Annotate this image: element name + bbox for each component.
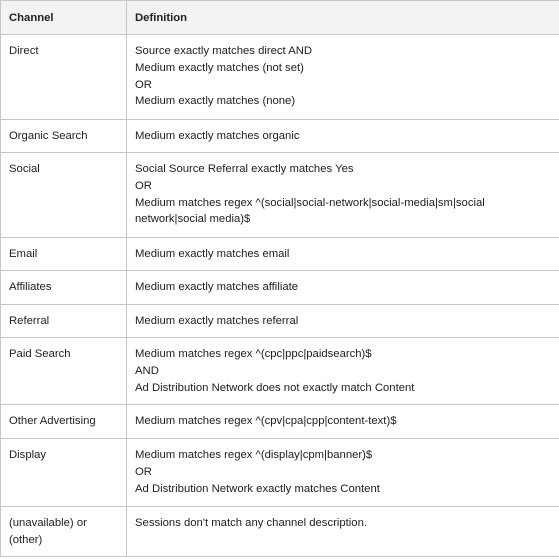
channel-cell: (unavailable) or (other) bbox=[1, 507, 127, 557]
definition-cell bbox=[127, 305, 559, 338]
definition-cell bbox=[127, 338, 559, 405]
definition-line: Medium exactly matches referral bbox=[135, 315, 299, 327]
table-row bbox=[1, 405, 559, 439]
definition-line: Medium matches regex ^(cpc|ppc|paidsearch)$ bbox=[135, 348, 372, 360]
definition-line: Medium exactly matches (none) bbox=[135, 95, 296, 108]
channel-cell: Email bbox=[1, 238, 127, 271]
table-row bbox=[1, 120, 559, 153]
definition-cell bbox=[127, 35, 559, 120]
table-row bbox=[1, 153, 559, 238]
channel-cell: Other Advertising bbox=[1, 405, 127, 439]
definition-line: Medium exactly matches email bbox=[135, 248, 290, 260]
definition-cell bbox=[127, 439, 559, 507]
definition-line: Social Source Referral exactly matches Yes bbox=[135, 163, 354, 175]
table-header-row bbox=[1, 1, 559, 35]
table-row bbox=[1, 439, 559, 507]
definition-line: Medium matches regex ^(cpv|cpa|cpp|content-text)$ bbox=[135, 415, 397, 427]
channel-cell: Paid Search bbox=[1, 338, 127, 405]
definition-cell bbox=[127, 238, 559, 271]
definition-line: Medium exactly matches (not set) bbox=[135, 61, 304, 74]
definition-cell bbox=[127, 153, 559, 238]
channel-cell: Direct bbox=[1, 35, 127, 120]
table-row bbox=[1, 238, 559, 271]
definition-line: Sessions don't match any channel description. bbox=[135, 517, 367, 529]
definition-line: Medium exactly matches affiliate bbox=[135, 281, 299, 293]
definition-cell bbox=[127, 271, 559, 305]
channel-cell: Organic Search bbox=[1, 120, 127, 153]
channel-cell: Display bbox=[1, 439, 127, 507]
definition-line: OR bbox=[135, 179, 152, 192]
definition-cell bbox=[127, 507, 559, 557]
definition-line: OR bbox=[135, 78, 152, 91]
definition-line: Source exactly matches direct AND bbox=[135, 45, 313, 57]
channel-cell: Affiliates bbox=[1, 271, 127, 305]
definition-line: Ad Distribution Network exactly matches Content bbox=[135, 482, 380, 495]
definition-line: AND bbox=[135, 364, 159, 377]
column-header-channel: Channel bbox=[1, 1, 127, 35]
definition-line: Medium matches regex ^(display|cpm|banner)$ bbox=[135, 449, 373, 461]
definition-line: Medium exactly matches organic bbox=[135, 130, 300, 142]
definition-cell bbox=[127, 405, 559, 439]
definition-line: Medium matches regex ^(social|social-network|social-media|sm|social network|social media)$ bbox=[135, 196, 488, 226]
channel-cell: Referral bbox=[1, 305, 127, 338]
table-row bbox=[1, 338, 559, 405]
channel-cell: Social bbox=[1, 153, 127, 238]
definition-line: OR bbox=[135, 465, 152, 478]
definition-cell bbox=[127, 120, 559, 153]
table-row bbox=[1, 35, 559, 120]
table-row bbox=[1, 305, 559, 338]
definition-line: Ad Distribution Network does not exactly match Content bbox=[135, 381, 415, 394]
table-row bbox=[1, 271, 559, 305]
column-header-definition: Definition bbox=[127, 1, 559, 35]
table-row bbox=[1, 507, 559, 557]
